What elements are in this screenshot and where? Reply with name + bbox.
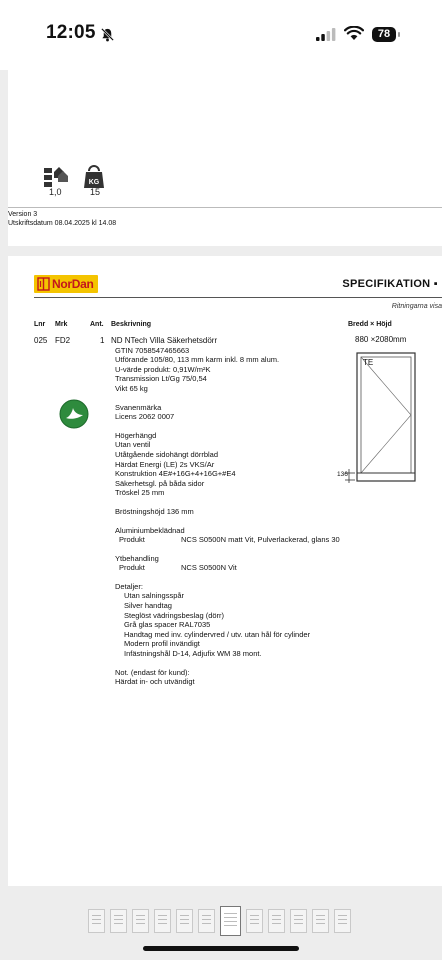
desc-line: Högerhängd (115, 430, 157, 440)
row-mrk: FD2 (55, 336, 71, 345)
detalj-item: Silver handtag (124, 601, 172, 611)
desc-line: Vikt 65 kg (115, 383, 148, 393)
status-time: 12:05 (46, 22, 96, 43)
desc-line: GTIN 7058547465663 (115, 345, 190, 355)
detalj-item: Grå glas spacer RAL7035 (124, 620, 211, 630)
door-opening-label: TE (363, 358, 374, 367)
status-bar (0, 0, 442, 70)
desc-line: Härdat in- och utvändigt (115, 677, 195, 687)
battery-cap (398, 32, 400, 37)
col-lnr: Lnr (34, 321, 46, 328)
desc-line: Not. (endast för kund): (115, 667, 190, 677)
page-thumbnail[interactable] (312, 909, 329, 933)
battery-icon: 78 (372, 27, 396, 42)
page-thumbnail[interactable] (198, 909, 215, 933)
door-drawing (335, 352, 421, 486)
spec-subtitle: Ritningarna visa (391, 303, 442, 310)
page-thumbnail[interactable] (88, 909, 105, 933)
desc-line: Konstruktion 4E#+16G+4+16G+#E4 (115, 469, 236, 479)
version-block (8, 207, 442, 228)
pack-value-2: 15 (90, 187, 101, 197)
document-page-1 (8, 70, 442, 246)
desc-line: Utåtgående sidohängt dörrblad (115, 449, 218, 459)
nordic-swan-ecolabel-icon (58, 398, 90, 430)
page-thumbnail[interactable] (290, 909, 307, 933)
desc-title: ND NTech Villa Säkerhetsdörr (111, 336, 218, 345)
desc-line: Detaljer: (115, 581, 143, 591)
page-thumbnail[interactable] (132, 909, 149, 933)
row-dims: 880 ×2080mm (355, 335, 407, 344)
print-date: Utskriftsdatum 08.04.2025 kl 14.08 (8, 220, 117, 227)
detalj-item: Utan salningsspår (124, 591, 185, 601)
alu-row: Produkt NCS S0500N matt Vit, Pulverlackerad, glans 30 (119, 535, 340, 545)
desc-line: Transmission Lt/Gg 75/0,54 (115, 374, 207, 384)
version-text: Version 3 (8, 211, 38, 218)
desc-line: Licens 2062 0007 (115, 412, 175, 422)
pack-value-1: 1,0 (49, 187, 62, 197)
detalj-item: Infästningshål D-14, Adjufix WM 38 mont. (124, 649, 262, 659)
col-mrk: Mrk (55, 321, 68, 328)
page-thumbnail[interactable] (176, 909, 193, 933)
description (111, 336, 341, 687)
detalj-item: Modern profil invändigt (124, 639, 200, 649)
height-mark: 136 (337, 471, 348, 478)
page-thumbnail[interactable] (154, 909, 171, 933)
desc-line: Utan ventil (115, 440, 151, 450)
header-rule (34, 297, 442, 298)
col-ant: Ant. (90, 321, 104, 328)
desc-line: Säkerhetsgl. på båda sidor (115, 478, 205, 488)
package-icons (44, 162, 134, 190)
signal-icon (316, 28, 336, 41)
desc-line: Aluminiumbeklädnad (115, 525, 185, 535)
page-thumbnail-active[interactable] (220, 906, 241, 936)
page-thumbnail[interactable] (268, 909, 285, 933)
page-thumbnail[interactable] (334, 909, 351, 933)
bell-slash-icon (100, 27, 115, 42)
col-besk: Beskrivning (111, 321, 152, 328)
nordan-logo (34, 275, 98, 293)
page-thumbnail[interactable] (246, 909, 263, 933)
nordan-logo-mark-icon (37, 277, 50, 291)
svg-text:KG: KG (88, 179, 100, 186)
kg-weight-icon (84, 166, 104, 188)
yt-row: Produkt NCS S0500N Vit (119, 563, 237, 573)
desc-line: Bröstningshöjd 136 mm (115, 506, 194, 516)
row-lnr: 025 (34, 336, 48, 345)
home-indicator[interactable] (143, 946, 299, 951)
desc-line: Svanenmärka (115, 402, 162, 412)
desc-line: Härdat Energi (LE) 2s VKS/Ar (115, 459, 215, 469)
desc-line: Utförande 105/80, 113 mm karm inkl. 8 mm alum. (115, 355, 280, 365)
desc-line: Ytbehandling (115, 553, 159, 563)
house-stack-icon (44, 167, 68, 187)
spec-title: SPECIFIKATION ▪ (342, 278, 438, 290)
wifi-icon (344, 26, 364, 41)
page-thumbnail[interactable] (110, 909, 127, 933)
detalj-item: Handtag med inv. cylindervred / utv. utan hål för cylinder (124, 629, 311, 639)
detalj-item: Steglöst vädringsbeslag (dörr) (124, 610, 225, 620)
row-ant: 1 (100, 336, 105, 345)
col-dim: Bredd × Höjd (348, 321, 392, 328)
document-page-2 (8, 256, 442, 886)
logo-text: NorDan (52, 277, 94, 291)
desc-line: U-värde produkt: 0,91W/m²K (115, 364, 211, 374)
desc-line: Tröskel 25 mm (115, 488, 165, 498)
